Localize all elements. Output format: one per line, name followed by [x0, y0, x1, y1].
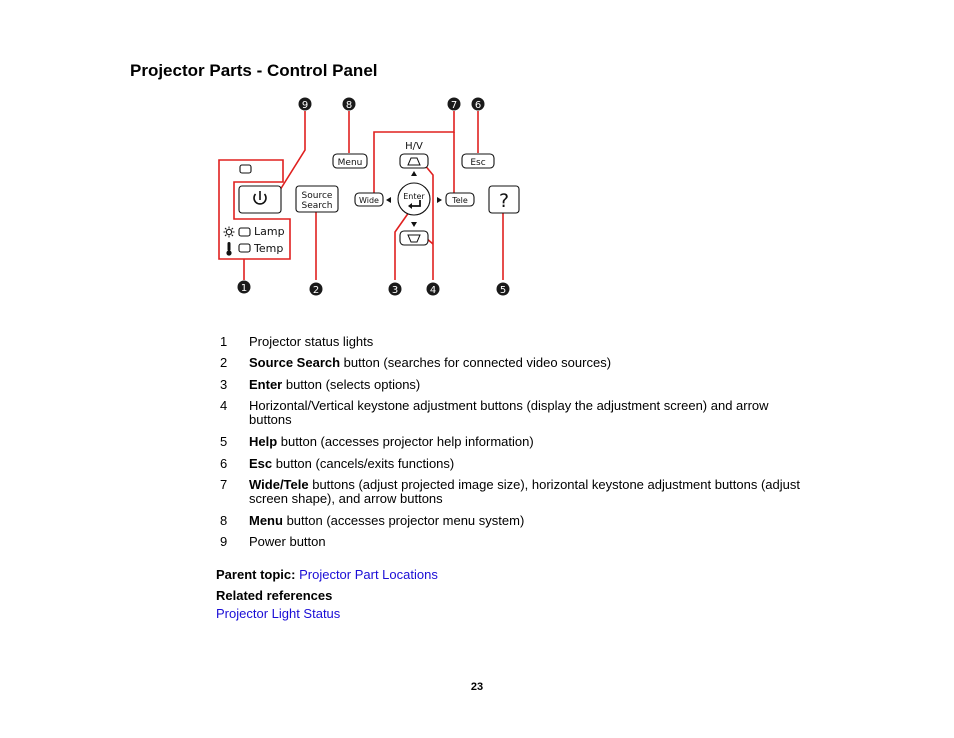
page-title: Projector Parts - Control Panel: [130, 61, 378, 80]
arrow-right-icon: [437, 197, 442, 203]
keystone-up-button: [400, 154, 428, 168]
arrow-left-icon: [386, 197, 391, 203]
item-text: [249, 457, 814, 471]
callout-marker-6: [472, 98, 485, 112]
svg-text:1: 1: [240, 283, 248, 294]
callout-marker-1: [238, 281, 251, 295]
callout-marker-5: [497, 283, 510, 297]
svg-text:3: 3: [391, 285, 399, 296]
control-panel-diagram: [210, 92, 530, 302]
svg-text:7: 7: [450, 100, 458, 111]
power-indicator-light: [240, 165, 251, 173]
item-description: Power button: [249, 534, 326, 549]
svg-text:5: 5: [499, 285, 507, 296]
parent-topic-link[interactable]: Projector Part Locations: [299, 567, 438, 582]
item-number: 5: [220, 434, 228, 449]
lamp-indicator-light: [239, 228, 250, 236]
item-text: [249, 378, 814, 392]
item-description: button (accesses projector help information): [277, 434, 534, 449]
callout-marker-3: [389, 283, 402, 297]
thermometer-icon: [226, 242, 231, 256]
svg-text:2: 2: [312, 285, 320, 296]
menu-label: Menu: [337, 158, 363, 168]
svg-text:8: 8: [345, 100, 353, 111]
tele-label: Tele: [452, 196, 468, 205]
item-number: 4: [220, 398, 228, 413]
item-bold: Enter: [249, 377, 283, 392]
svg-text:4: 4: [429, 285, 437, 296]
wide-label: Wide: [359, 196, 379, 205]
callout-marker-4: [427, 283, 440, 297]
parent-topic-label: Parent topic:: [216, 567, 296, 582]
esc-label: Esc: [470, 158, 486, 168]
item-number: 8: [220, 513, 228, 528]
callout-marker-2: [310, 283, 323, 297]
item-bold: Source Search: [249, 355, 341, 370]
item-description: button (selects options): [282, 377, 421, 392]
item-description: button (searches for connected video sources): [340, 355, 612, 370]
item-number: 2: [220, 355, 228, 370]
svg-text:9: 9: [301, 100, 309, 111]
callout-marker-7: [448, 98, 461, 112]
callout-line-7: [374, 111, 454, 193]
item-bold: Esc: [249, 456, 273, 471]
item-text: [249, 335, 814, 349]
item-bold: Wide/Tele: [249, 477, 309, 492]
item-text: [249, 478, 814, 506]
item-text: [249, 356, 814, 370]
page-number: 23: [470, 681, 484, 693]
item-description: buttons (adjust projected image size), horizontal keystone adjustment buttons (adjust screen shape), and arrow buttons: [249, 477, 800, 506]
item-text: [249, 514, 814, 528]
callout-marker-9: [299, 98, 312, 112]
parent-topic: [216, 567, 438, 582]
item-text: [249, 399, 814, 427]
item-description: Projector status lights: [249, 334, 374, 349]
related-reference-item: [216, 606, 340, 621]
temp-indicator-light: [239, 244, 250, 252]
item-number: 6: [220, 456, 228, 471]
item-description: button (cancels/exits functions): [272, 456, 455, 471]
item-number: 3: [220, 377, 228, 392]
item-number: 7: [220, 477, 228, 492]
enter-label: Enter: [403, 192, 425, 201]
help-label: ?: [498, 190, 510, 212]
lamp-sun-icon: [224, 227, 235, 238]
hv-label: H/V: [405, 141, 423, 152]
source-label-2: Search: [301, 201, 333, 211]
related-reference-link[interactable]: Projector Light Status: [216, 606, 341, 621]
source-label-1: Source: [301, 191, 333, 201]
svg-text:6: 6: [474, 100, 482, 111]
arrow-up-icon: [411, 171, 417, 176]
item-text: [249, 435, 814, 449]
arrow-down-icon: [411, 222, 417, 227]
lamp-label: Lamp: [254, 225, 285, 238]
item-number: 9: [220, 534, 228, 549]
callout-marker-8: [343, 98, 356, 112]
item-description: button (accesses projector menu system): [282, 513, 525, 528]
item-bold: Help: [249, 434, 278, 449]
item-number: 1: [220, 334, 228, 349]
related-references-heading: Related references: [216, 588, 333, 603]
keystone-down-button: [400, 231, 428, 245]
item-text: [249, 535, 814, 549]
item-description: Horizontal/Vertical keystone adjustment buttons (display the adjustment screen) and arrow buttons: [249, 398, 769, 427]
item-bold: Menu: [249, 513, 283, 528]
temp-label: Temp: [254, 242, 284, 255]
